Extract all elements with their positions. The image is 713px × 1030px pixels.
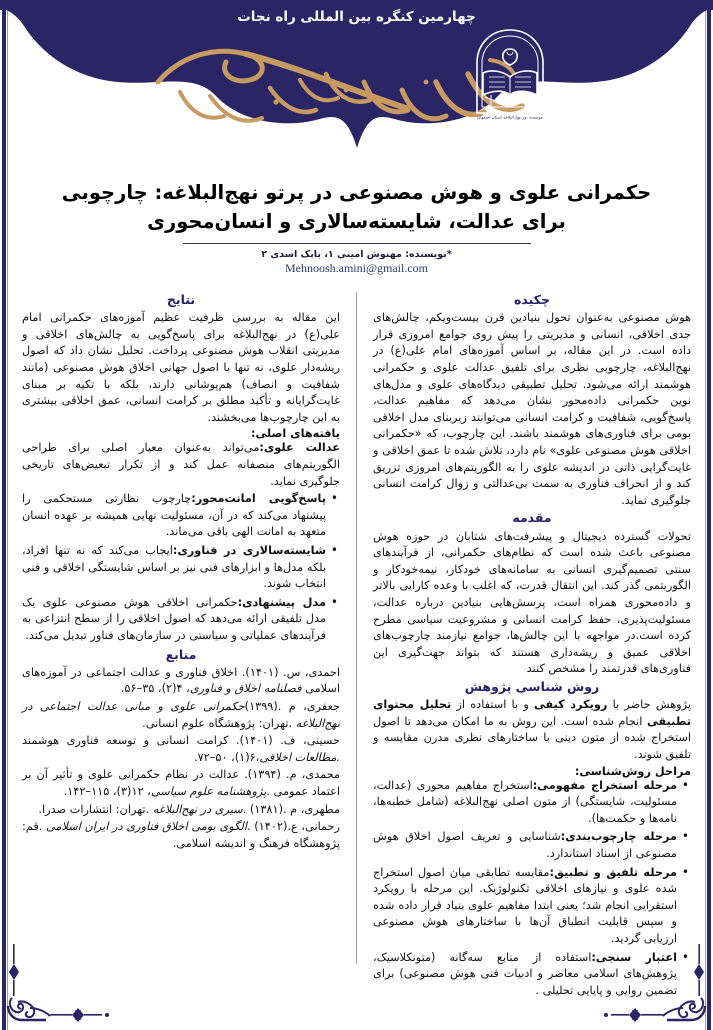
finding-item (22, 491, 340, 541)
step-text: استخراج مفاهیم محوری (عدالت، مسئولیت، شایستگی) از متون اصلی نهج‌البلاغه (شامل خطبه‌ها، نامه‌ها و حکمت‌ها). (373, 778, 677, 825)
conference-title: چهارمین کنگره بین المللی راه نجات (237, 9, 476, 25)
reference-item (22, 733, 340, 766)
methodology-intro (373, 697, 691, 763)
column-divider (356, 292, 357, 964)
finding-label: شایسته‌سالاری در فناوری: (172, 543, 326, 557)
corner-ornament-right-icon (591, 944, 707, 1022)
step-label: مرحله استخراج مفهومی: (532, 778, 678, 792)
section-heading-abstract: چکیده (514, 292, 550, 307)
author-email[interactable]: Mehnoosh.amini@gmail.com (284, 261, 429, 276)
reference-title: الگوی بومی اخلاق فناوری در ایران اسلامی (46, 820, 247, 834)
header-banner (0, 0, 713, 170)
text-run: و با استفاده از (451, 698, 534, 712)
step-text: استفاده از منابع سه‌گانه (متونکلاسیک، پژوهش‌های اسلامی معاصر و ادبیات فنی هوش مصنوعی) برای تضمین روایی و پایایی تحلیلی . (373, 950, 677, 997)
abstract-paragraph: هوش مصنوعی به‌عنوان تحول بنیادین قرن بیست‌ویکم، چالش‌های جدی اخلاقی، انسانی و مدیریتی را پیش روی جوامع امروزی قرار داده است. در این مقاله، بر اساس آموزه‌های امام علی(ع) در نهج‌البلاغه، چارچوبی نظری برای تلفیق عدالت علوی و حکمرانی هوشمند ارائه می‌شود. تحلیل تطبیقی دیدگاه‌های علوی و مدل‌های نوین حکمرانی داده‌محور نشان می‌دهد که مفاهیم عدالت، پاسخ‌گویی، شفافیت و کرامت انسانی می‌توانند زیربنای مدل اخلاقی بومی برای فناوری‌های هوشمند باشند. این چارچوب، که «حکمرانی اخلاقی هوش مصنوعی علوی» نام دارد، تلاش شده تا عمق اخلاقی و غایت‌گرایی ذاتی در اندیشه علوی را به الگوریتم‌های امروزی تزریق کند و از انحراف فناوری به سمت بی‌عدالتی و زوال کرامت انسانی جلوگیری نماید. (373, 311, 691, 507)
step-label: مرحله چارچوب‌بندی: (560, 830, 677, 844)
section-heading-introduction: مقدمه (512, 510, 552, 526)
methodology-step-item (373, 865, 691, 948)
methodology-steps-label: مراحل روش‌شناسی: (574, 764, 691, 778)
findings-list (22, 491, 340, 644)
step-label: اعتبار سنجی: (591, 950, 677, 964)
finding-text: ایجاب می‌کند که نه تنها افراد، بلکه مدل‌ها و ابزارهای فنی نیز بر اساس شایستگی اخلاقی و فنی انتخاب شوند. (22, 543, 326, 591)
title-block (36, 178, 677, 276)
reference-item (22, 802, 340, 819)
reference-text: ، ۱۲(۳)، ۱۱۵–۱۴۲. (63, 784, 151, 798)
column-right (363, 292, 699, 997)
reference-item (22, 665, 340, 698)
references-list (22, 665, 340, 853)
banner-shape (0, 0, 713, 170)
reference-text: احمدی، س. (۱۴۰۱). اخلاق فناوری و عدالت اجتماعی در آموزه‌های اسلامی (22, 665, 340, 696)
step-text: مقایسه تطابقی میان اصول استخراج شده علوی و نیازهای اخلاقی تکنولوژیک. این مرحله با رویکرد استقرایی انجام شد؛ یعنی ابتدا مفاهیم علوی بنیاد قرار داده شده و سپس قابلیت انطباق آن‌ها با ساختارهای هوش مصنوعی ارزیابی گردید. (373, 865, 677, 945)
finding-label: عدالت علوی: (259, 441, 340, 455)
section-heading-results: نتایج (166, 292, 196, 307)
finding-item (22, 595, 340, 645)
step-label: مرحله تلفیق و تطبیق: (549, 865, 677, 879)
finding-label: مدل پیشنهادی: (237, 595, 326, 609)
finding-label: پاسخ‌گویی امانت‌محور: (191, 492, 326, 506)
reference-title: .مطالعات اخلاقی (259, 750, 340, 764)
finding-text: حکمرانی اخلاقی هوش مصنوعی علوی یک مدل تلفیقی ارائه می‌دهد که اصول اخلاقی را از سطح انتزاعی به فرآیندهای عملیاتی و سیاستی در سازمان‌های فناور تبدیل می‌کند. (22, 595, 326, 642)
reference-text: رحمانی، ع.(۱۴۰۲) . (246, 820, 340, 834)
reference-text: جعفری، م .(۱۳۹۹) (244, 699, 340, 713)
reference-title: فصلنامه اخلاق و فناوری (189, 682, 302, 696)
page-title: حکمرانی علوی و هوش مصنوعی در پرتو نهج‌البلاغه: چارچوبی برای عدالت، شایسته‌سالاری و انسان‌محوری (61, 181, 652, 234)
reference-title: سیری در نهج‌البلاغه (152, 802, 243, 816)
title-divider (183, 243, 531, 245)
finding-item (22, 543, 340, 593)
reference-text: .تهران: پژوهشگاه علوم انسانی. (142, 716, 296, 730)
finding-text: چارچوب نظارتی مستحکمی را پیشنهاد می‌کند که در آن، مسئولیت نهایی همیشه بر عهده انسان متعهد به امانت الهی باقی می‌ماند. (22, 492, 326, 539)
reference-text: ، ۴(۲)، ۳۵–۵۶. (120, 682, 190, 696)
reference-title: پژوهشنامه علوم سیاسی (150, 784, 267, 798)
authors-line: *نویسنده: مهنوش امینی ۱، بابک اسدی ۲ (261, 249, 452, 261)
reference-text: .تهران: انتشارات صدرا. (38, 802, 153, 816)
text-run: پژوهش حاضر با (607, 698, 691, 712)
methodology-step-item (373, 778, 691, 828)
institution-emblem-icon (467, 27, 553, 125)
finding-text: می‌تواند به‌عنوان معیار اصلی برای طراحی الگوریتم‌های منصفانه عمل کند و از تکرار تبعیض‌های تاریخی جلوگیری نماید. (22, 441, 340, 488)
column-left (14, 292, 350, 992)
emphasis-run: رویکرد کیفی (533, 698, 608, 712)
introduction-paragraph: تحولات گسترده دیجیتال و پیشرفت‌های شتابان در حوزه هوش مصنوعی باعث شده است که نظام‌های حکمرانی، از فرآیندهای سنتی تصمیم‌گیری انسانی به سامانه‌های خودکار، نیمه‌خودکار و الگوریتمی گذر کند. این انتقال قدرت، که اغلب با وعده کارایی بالاتر و داده‌محوری همراه است، پرسش‌هایی بنیادین درباره عدالت، مسئولیت‌پذیری، حفظ کرامت انسانی و مشروعیت سیاسی مطرح کرده است.در مواجهه با این چالش‌ها، جوامع نیازمند چارچوب‌های اخلاقی عمیق و ریشه‌داری هستند که بتواند جهت‌گیری این فناوری‌های قدرتمند را مشخص کنند (373, 529, 691, 676)
reference-title: حکمرانی علوی و مبانی عدالت اجتماعی در نهج‌البلاغه (22, 699, 340, 730)
corner-ornament-left-icon (6, 944, 122, 1022)
findings-label: یافته‌های اصلی: (250, 427, 340, 441)
reference-item (22, 699, 340, 732)
reference-item (22, 819, 340, 852)
reference-text: .قم: پژوهشگاه فرهنگ و اندیشه اسلامی. (22, 820, 340, 850)
methodology-step-item (373, 829, 691, 862)
step-text: شناسایی و تعریف اصول اخلاق هوش مصنوعی از اسناد استاندارد. (373, 830, 677, 860)
results-paragraph: این مقاله به بررسی ظرفیت عظیم آموزه‌های حکمرانی امام علی(ع) در نهج‌البلاغه برای پاسخ‌گویی به چالش‌های اخلاقی و مدیریتی انقلاب هوش مصنوعی پرداخت. تحلیل نشان داد که اصول ریشه‌دار علوی، نه تنها با اصول جهانی اخلاق هوش مصنوعی (مانند شفافیت و انصاف) هم‌پوشانی دارند، بلکه با تکیه بر مبنای غایت‌گرایانه و تأکید مطلق بر کرامت انسانی، عمق اخلاقی بیشتری به این چارچوب‌ها می‌بخشند. (22, 311, 340, 424)
section-heading-references: منابع (165, 646, 197, 662)
reference-item (22, 767, 340, 800)
body-columns (14, 292, 699, 997)
emblem-caption: موسسه نور نهج البلاغه استان اصفهان (477, 114, 543, 120)
first-finding (22, 440, 340, 490)
reference-text: حسینی، ف. (۱۴۰۱). کرامت انسانی و توسعه فناوری هوشمند (22, 734, 340, 748)
text-run: انجام شده است. این روش به ما امکان می‌دهد تا اصول استخراج شده از متون دینی با ساختارهای نظری مدرن مقایسه و تلفیق شوند. (373, 714, 691, 761)
emphasis-run: تحلیل محتوای تطبیقی (373, 698, 691, 728)
reference-text: مطهری، م .(۱۳۸۱) . (242, 802, 340, 816)
reference-text: محمدی، م. (۱۳۹۴). عدالت در نظام حکمرانی علوی و تأثیر آن بر اعتماد عمومی . (22, 768, 340, 798)
reference-text: ،۶(۱)، ۵۰–۷۲. (193, 750, 260, 764)
section-heading-methodology: روش شناسی پژوهش (464, 678, 600, 694)
